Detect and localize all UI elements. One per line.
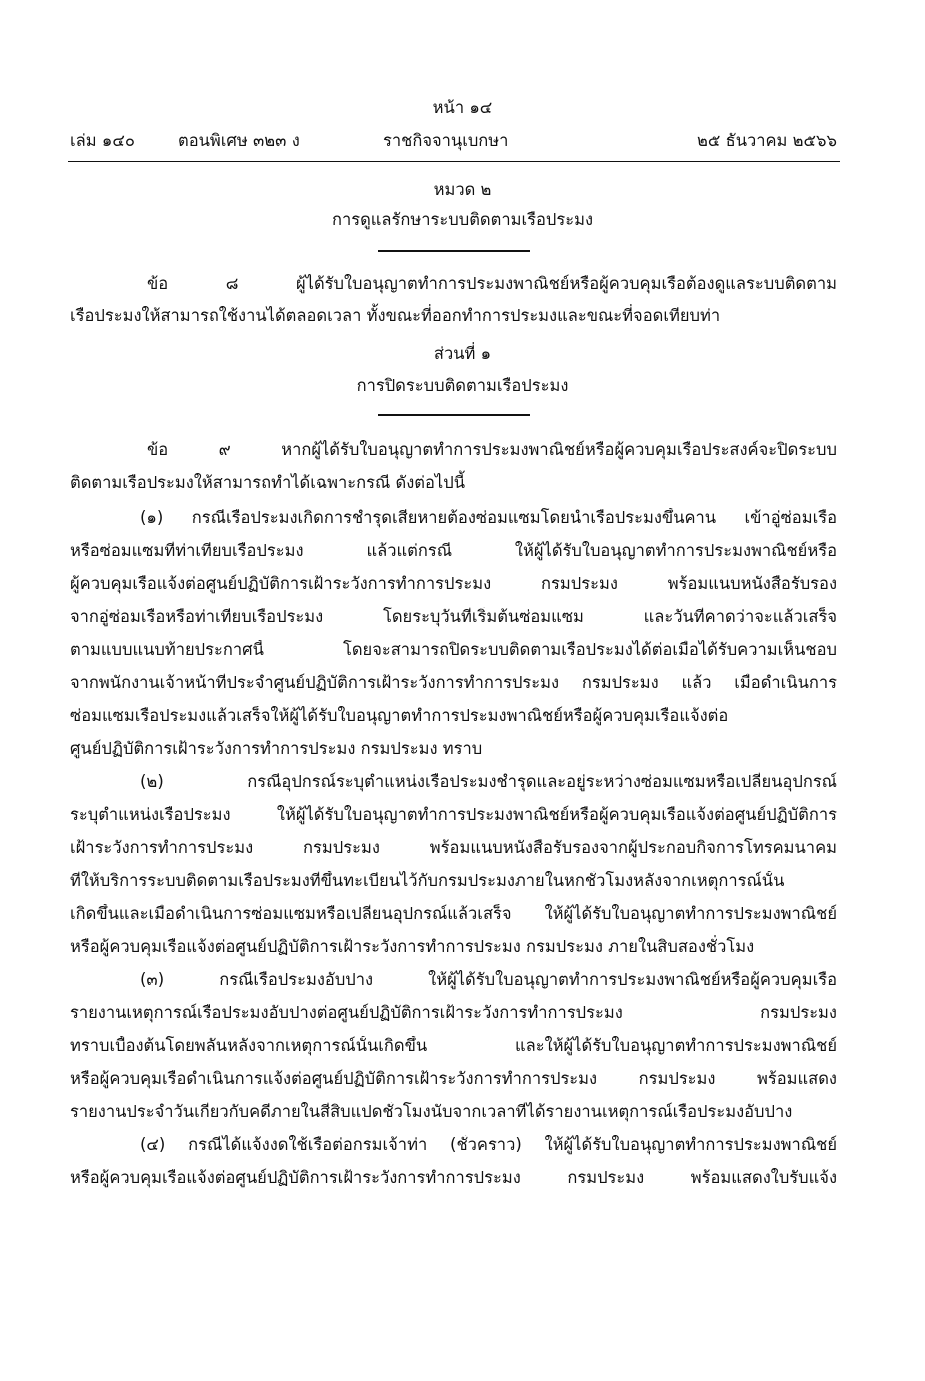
item-2-line-3: เฝ้าระวังการทำการประมง กรมประมง พร้อมแนบหนังสือรับรองจากผู้ประกอบกิจการโทรคมนาคม <box>70 838 837 857</box>
item-3-line-2: รายงานเหตุการณ์เรือประมงอับปางต่อศูนย์ปฏิบัติการเฝ้าระวังการทำการประมง กรมประมง <box>70 1003 837 1022</box>
item-1-line-2: หรือซ่อมแซมที่ท่าเทียบเรือประมง แล้วแต่กรณี ให้ผู้ได้รับใบอนุญาตทำการประมงพาณิชย์หรือ <box>70 541 837 560</box>
header-divider <box>68 161 840 162</box>
item-1-line-8: ศูนย์ปฏิบัติการเฝ้าระวังการทำการประมง กรมประมง ทราบ <box>70 739 483 758</box>
publication-date: ๒๕ ธันวาคม ๒๕๖๖ <box>697 131 837 150</box>
item-2-line-1: (๒) กรณีอุปกรณ์ระบุตำแหน่งเรือประมงชำรุดและอยู่ระหว่างซ่อมแซมหรือเปลี่ยนอุปกรณ์ <box>140 772 837 791</box>
item-1-line-5: ตามแบบแนบท้ายประกาศนี้ โดยจะสามารถปิดระบบติดตามเรือประมงได้ต่อเมื่อได้รับความเห็นชอบ <box>70 640 837 659</box>
item-4-line-2: หรือผู้ควบคุมเรือแจ้งต่อศูนย์ปฏิบัติการเฝ้าระวังการทำการประมง กรมประมง พร้อมแสดงใบรับแจ้ง <box>70 1168 837 1187</box>
clause-8-line-2: เรือประมงให้สามารถใช้งานได้ตลอดเวลา ทั้งขณะที่ออกทำการประมงและขณะที่จอดเทียบท่า <box>70 306 721 325</box>
chapter-number: หมวด ๒ <box>433 180 492 199</box>
clause-9-line-1: ข้อ ๙ หากผู้ได้รับใบอนุญาตทำการประมงพาณิชย์หรือผู้ควบคุมเรือประสงค์จะปิดระบบ <box>147 440 837 459</box>
publication-name: ราชกิจจานุเบกษา <box>383 131 509 150</box>
item-2-line-4: ที่ให้บริการระบบติดตามเรือประมงที่ขึ้นทะเบียนไว้กับกรมประมงภายในหกชั่วโมงหลังจากเหตุการณ์นั้น <box>70 871 785 890</box>
item-4-line-1: (๔) กรณีได้แจ้งงดใช้เรือต่อกรมเจ้าท่า (ชั่วคราว) ให้ผู้ได้รับใบอนุญาตทำการประมงพาณิชย์ <box>140 1135 837 1154</box>
clause-9-line-2: ติดตามเรือประมงให้สามารถทำได้เฉพาะกรณี ดังต่อไปนี้ <box>70 473 465 492</box>
item-3-line-5: รายงานประจำวันเกี่ยวกับคดีภายในสี่สิบแปดชั่วโมงนับจากเวลาที่ได้รายงานเหตุการณ์เรือประมงอับปาง <box>70 1102 793 1121</box>
page-number: หน้า ๑๔ <box>432 98 493 117</box>
item-3-line-1: (๓) กรณีเรือประมงอับปาง ให้ผู้ได้รับใบอนุญาตทำการประมงพาณิชย์หรือผู้ควบคุมเรือ <box>140 970 837 989</box>
clause-8-line-1: ข้อ ๘ ผู้ได้รับใบอนุญาตทำการประมงพาณิชย์หรือผู้ควบคุมเรือต้องดูแลระบบติดตาม <box>147 274 837 293</box>
issue-number: ตอนพิเศษ ๓๒๓ ง <box>178 131 300 150</box>
section-title: การปิดระบบติดตามเรือประมง <box>356 376 569 395</box>
item-1-line-3: ผู้ควบคุมเรือแจ้งต่อศูนย์ปฏิบัติการเฝ้าระวังการทำการประมง กรมประมง พร้อมแนบหนังสือรับรอง <box>70 574 837 593</box>
section-number: ส่วนที่ ๑ <box>433 344 492 363</box>
item-2-line-5: เกิดขึ้นและเมื่อดำเนินการซ่อมแซมหรือเปลี่ยนอุปกรณ์แล้วเสร็จ ให้ผู้ได้รับใบอนุญาตทำการประมงพาณิชย์ <box>70 904 837 923</box>
section-underline <box>378 414 530 416</box>
item-1-line-6: จากพนักงานเจ้าหน้าที่ประจำศูนย์ปฏิบัติการเฝ้าระวังการทำการประมง กรมประมง แล้ว เมื่อดำเนินการ <box>70 673 837 692</box>
chapter-title: การดูแลรักษาระบบติดตามเรือประมง <box>331 210 594 229</box>
chapter-underline <box>378 250 530 252</box>
item-3-line-4: หรือผู้ควบคุมเรือดำเนินการแจ้งต่อศูนย์ปฏิบัติการเฝ้าระวังการทำการประมง กรมประมง พร้อมแสดง <box>70 1069 837 1088</box>
item-2-line-2: ระบุตำแหน่งเรือประมง ให้ผู้ได้รับใบอนุญาตทำการประมงพาณิชย์หรือผู้ควบคุมเรือแจ้งต่อศูนย์ปฏิบัติการ <box>70 805 837 824</box>
item-1-line-7: ซ่อมแซมเรือประมงแล้วเสร็จให้ผู้ได้รับใบอนุญาตทำการประมงพาณิชย์หรือผู้ควบคุมเรือแจ้งต่อ <box>70 706 729 725</box>
item-1-line-1: (๑) กรณีเรือประมงเกิดการชำรุดเสียหายต้องซ่อมแซมโดยนำเรือประมงขึ้นคาน เข้าอู่ซ่อมเรือ <box>140 508 837 527</box>
item-3-line-3: ทราบเบื้องต้นโดยพลันหลังจากเหตุการณ์นั้นเกิดขึ้น และให้ผู้ได้รับใบอนุญาตทำการประมงพาณิชย์ <box>70 1036 837 1055</box>
item-2-line-6: หรือผู้ควบคุมเรือแจ้งต่อศูนย์ปฏิบัติการเฝ้าระวังการทำการประมง กรมประมง ภายในสิบสองชั่วโมง <box>70 937 755 956</box>
volume-number: เล่ม ๑๔๐ <box>70 131 135 150</box>
item-1-line-4: จากอู่ซ่อมเรือหรือท่าเทียบเรือประมง โดยระบุวันที่เริ่มต้นซ่อมแซม และวันที่คาดว่าจะแล้วเสร็จ <box>70 607 837 626</box>
